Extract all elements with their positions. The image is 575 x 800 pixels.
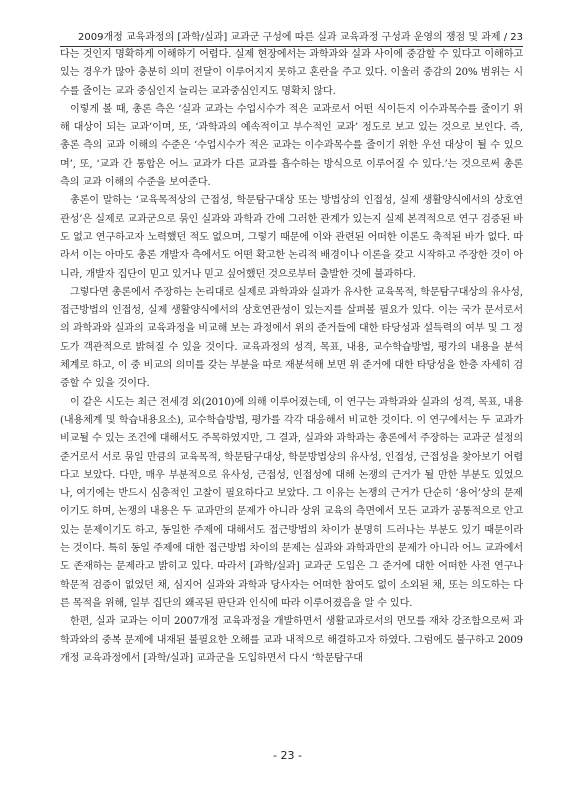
paragraph: 그렇다면 총론에서 주장하는 논리대로 실제로 과학과와 실과가 유사한 교육목적, 학문탐구대상의 유사성, 접근방법의 인접성, 실제 생활양식에서의 상호연관성이 있는지를 살펴볼 필요가 있다. 이는 국가 문서로서의 과학과와 실과의 교육과정을 비교해 보는 과정에서 위의 준거들에 대한 타당성과 설득력의 여부 및 그 정도가 객관적으로 밝혀질 수 있을 것이다. 교육과정의 성격, 목표, 내용, 교수학습방법, 평가의 내용을 분석 체계로 하고, 이 중 비교의 의미를 갖는 부분을 따로 재분석해 보면 위 준거에 대한 타당성을 한층 자세히 검증할 수 있을 것이다. (60, 286, 523, 390)
header-page-ref: / 23 (503, 32, 523, 43)
page-number: - 23 - (273, 749, 302, 762)
paragraph: 한편, 실과 교과는 이미 2007개정 교육과정을 개발하면서 생활교과로서의 면모를 재차 강조함으로써 과학과와의 중복 문제에 내재된 불필요한 오해를 교과 내적으로 해결하고자 하였다. 그럼에도 불구하고 2009개정 교육과정에서 [과학/실과] 교과군을 도입하면서 다시 ‘학문탐구대 (60, 616, 523, 664)
paragraph: 이 같은 시도는 최근 전세경 외(2010)에 의해 이루어졌는데, 이 연구는 과학과와 실과의 성격, 목표, 내용(내용체계 및 학습내용요소), 교수학습방법, 평가를 각각 대응해서 비교한 것이다. 이 연구에서는 두 교과가 비교될 수 있는 조건에 대해서도 주목하였지만, 그 결과, 실과와 과학과는 총론에서 주장하는 교과군 설정의 준거로서 서로 묶일 만큼의 교육목적, 학문탐구대상, 학문방법상의 유사성, 인접성, 근접성을 찾아보기 어렵다고 보았다. 다만, 매우 부분적으로 유사성, 근접성, 인접성에 대해 논쟁의 근거가 될 만한 부분도 있었으나, 여기에는 반드시 심층적인 고찰이 필요하다고 보았다. 그 이유는 논쟁의 근거가 단순히 ‘용어’상의 문제이기도 하며, 논쟁의 내용은 두 교과만의 문제가 아니라 상위 교육의 측면에서 모든 교과가 공통적으로 안고 있는 문제이기도 하고, 동일한 주제에 대해서도 접근방법의 차이가 분명히 드러나는 부분도 있기 때문이라는 것이다. 특히 동일 주제에 대한 접근방법 차이의 문제는 실과와 과학과만의 문제가 아니라 어느 교과에서도 존재하는 문제라고 밝히고 있다. 따라서 [과학/실과] 교과군 도입은 그 준거에 대한 어떠한 사전 연구나 학문적 검증이 없었던 채, 심지어 실과와 과학과 당사자는 어떠한 참여도 없이 소외된 채, 또는 의도하는 다른 목적을 위해, 일부 집단의 왜곡된 판단과 인식에 따라 이루어졌음을 알 수 있다. (60, 396, 523, 609)
running-header (60, 28, 523, 47)
body-text (60, 46, 523, 668)
paragraph: 이렇게 볼 때, 총론 측은 ‘실과 교과는 수업시수가 적은 교과로서 어떤 식이든지 이수과목수를 줄이기 위해 대상이 되는 교과’이며, 또, ‘과학과의 예속적이고 부수적인 교과’ 정도로 보고 있는 것으로 보인다. 즉, 총론 측의 교과 이해의 수준은 ‘수업시수가 적은 교과는 이수과목수를 줄이기 위한 우선 대상이 될 수 있으며’, 또, ‘교과 간 통합은 어느 교과가 다른 교과를 흡수하는 방식으로 이루어질 수 있다.’는 것으로써 총론 측의 교과 이해의 수준을 보여준다. (60, 103, 523, 189)
paragraph: 총론이 말하는 ‘교육목적상의 근접성, 학문탐구대상 또는 방법상의 인접성, 실제 생활양식에서의 상호연관성’은 실제로 교과군으로 묶인 실과와 과학과 간에 그러한 관계가 있는지 실제 본격적으로 연구 검증된 바도 없고 연구하고자 노력했던 적도 없으며, 그렇기 때문에 이와 관련된 어떠한 이론도 축적된 바가 없다. 따라서 이는 아마도 총론 개발자 측에서도 어떤 확고한 논리적 배경이나 이론을 갖고 시작하고 주장한 것이 아니라, 개발자 집단이 믿고 있거나 믿고 싶어했던 것으로부터 출발한 것에 불과하다. (60, 195, 523, 280)
paragraph: 다는 것인지 명확하게 이해하기 어렵다. 실제 현장에서는 과학과와 실과 사이에 중감할 수 있다고 이해하고 있는 경우가 많아 충분히 의미 전달이 이루어지지 못하고 혼란을 주고 있다. 이울러 중감의 20% 범위는 시수를 줄이는 교과 중심인지 늘리는 교과중심인지도 명확치 않다. (60, 49, 523, 97)
running-title: 2009개정 교육과정의 [과학/실과] 교과군 구성에 따른 실과 교육과정 구성과 운영의 쟁점 및 과제 (78, 32, 501, 43)
